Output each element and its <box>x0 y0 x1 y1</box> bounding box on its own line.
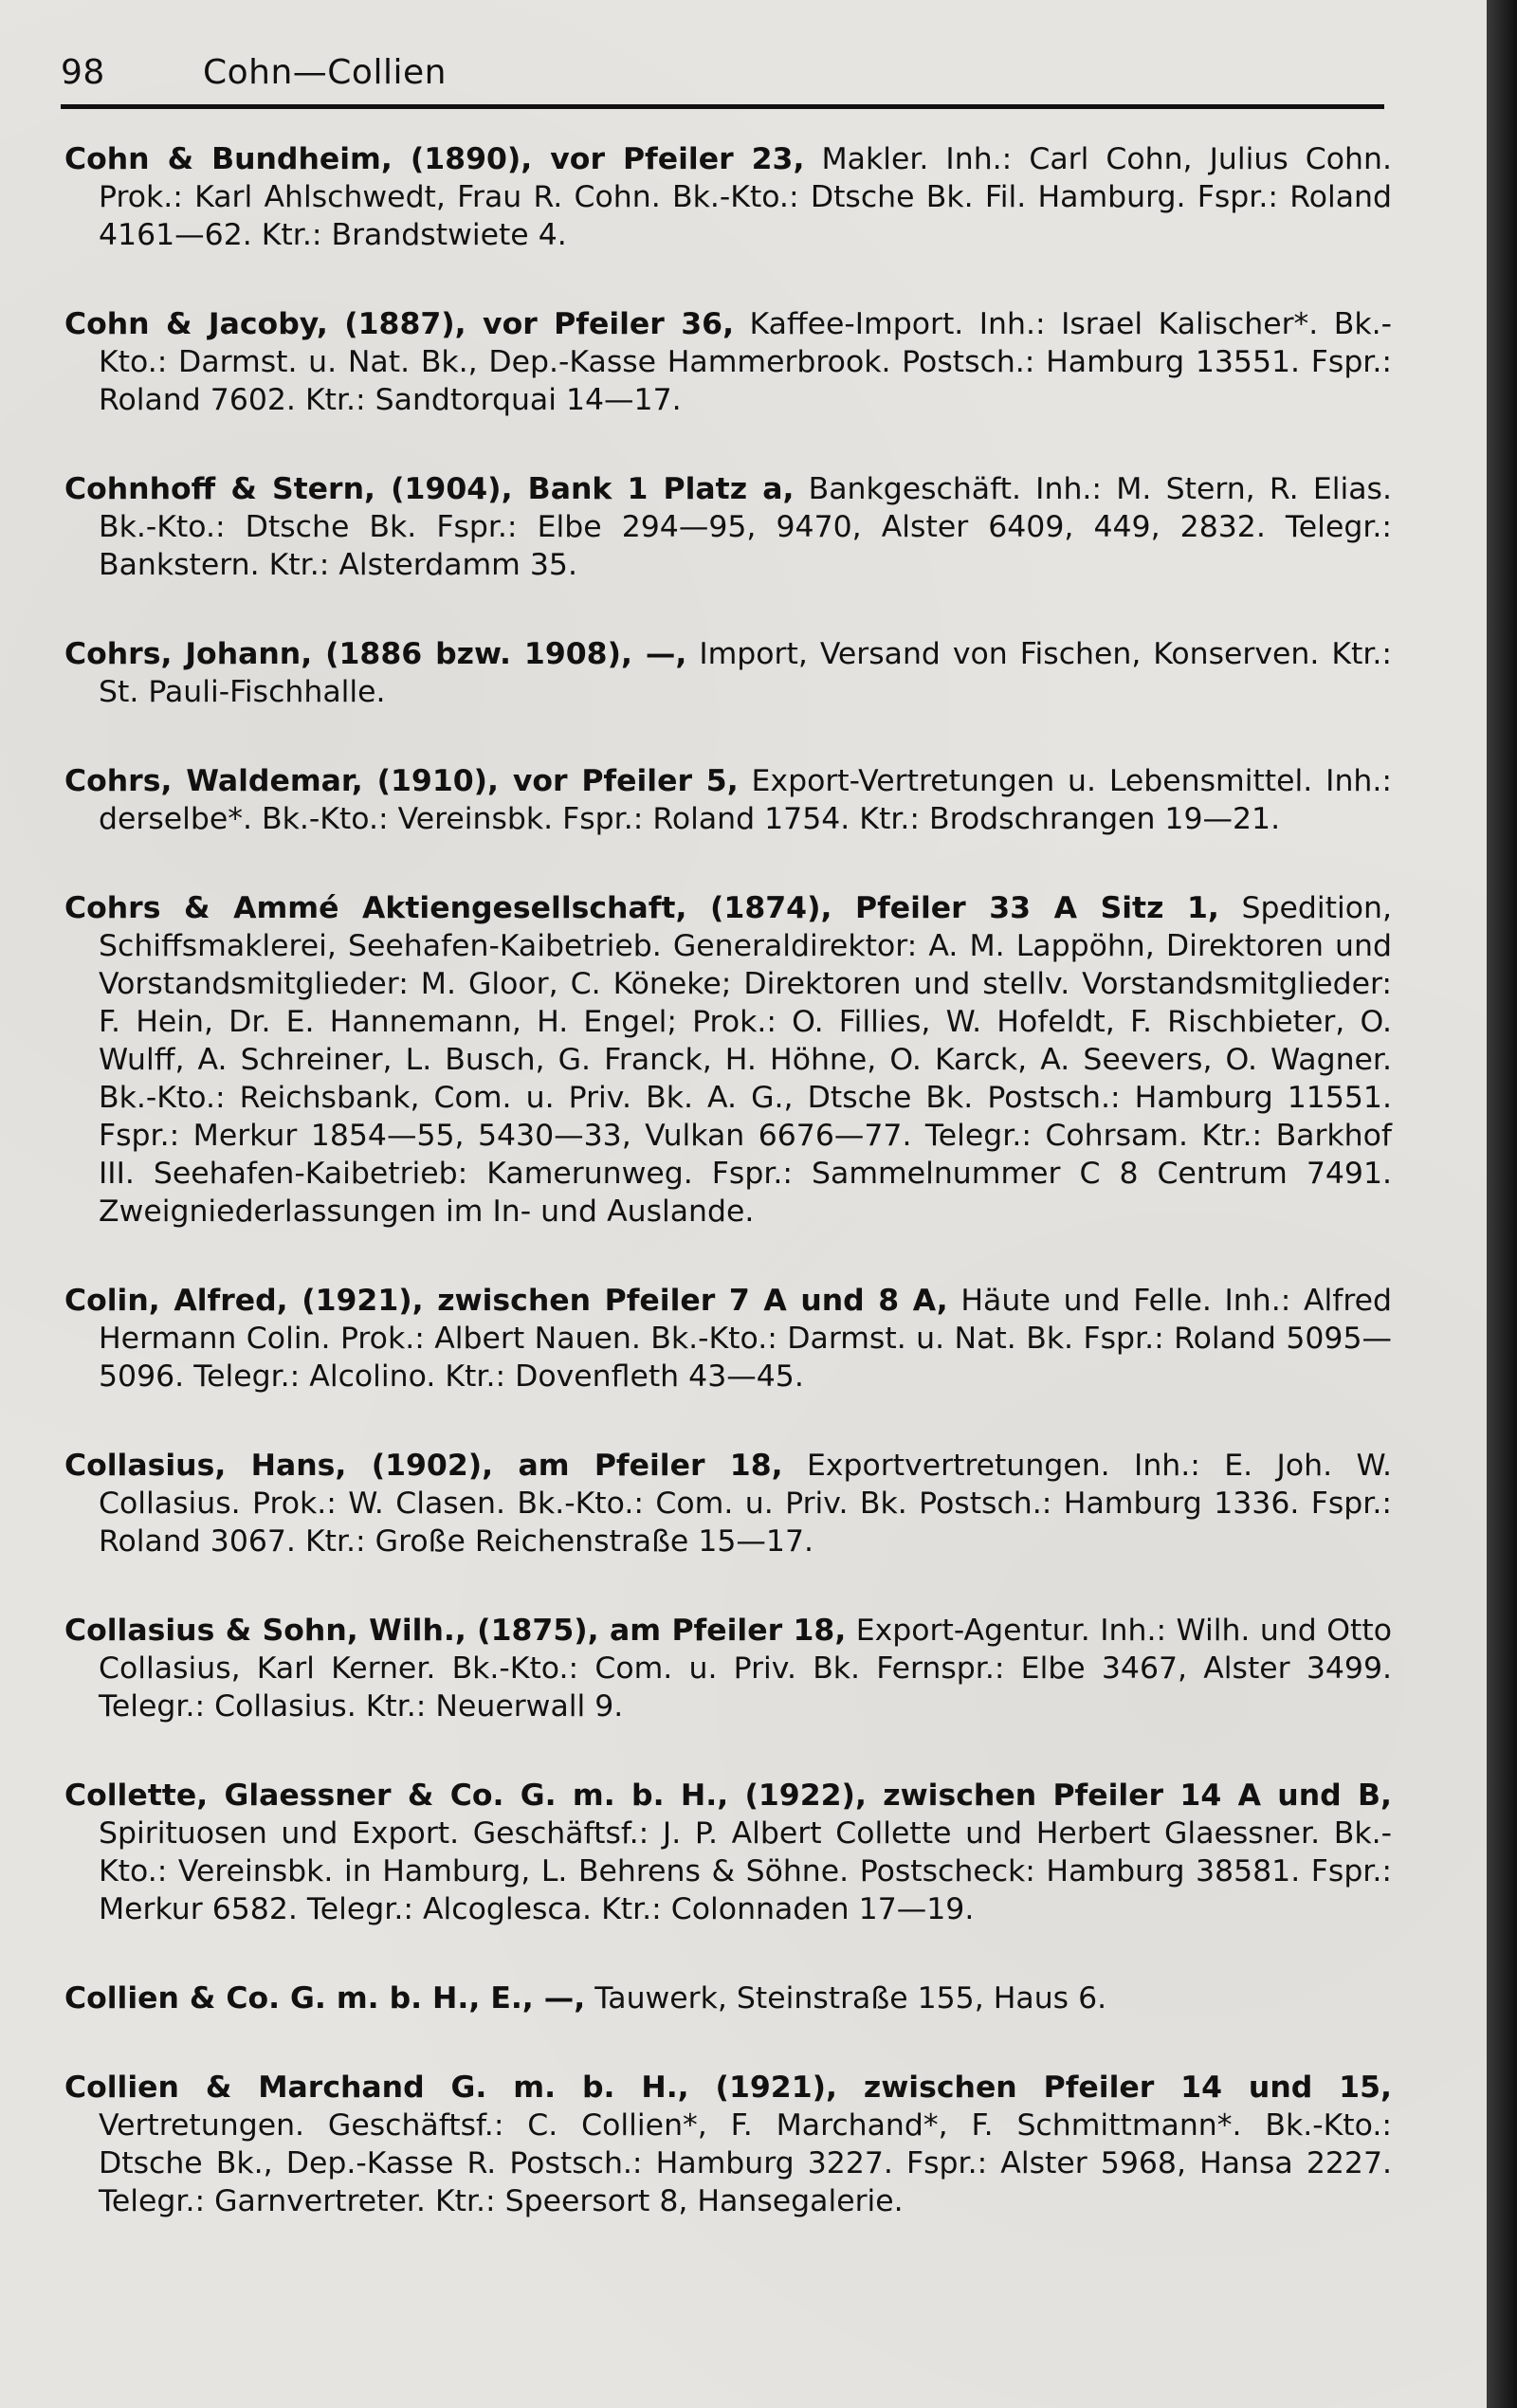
entry-name: Colin, Alfred, (1921), zwischen Pfeiler 7 A und 8 A, <box>64 1284 948 1318</box>
header-rule <box>61 104 1384 109</box>
entry-name: Cohrs, Waldemar, (1910), vor Pfeiler 5, <box>64 764 739 798</box>
entry-cohn-bundheim <box>64 140 1392 254</box>
entry-text: Import, Versand von Fischen, Konserven. Ktr.: St. Pauli-Fischhalle. <box>99 637 1393 709</box>
entry-text: Kaffee-Import. Inh.: Israel Kalischer*. Bk.-Kto.: Darmst. u. Nat. Bk., Dep.-Kasse Hammerbrook. Postsch.: Hamburg 13551. Fspr.: Roland 7602. Ktr.: Sandtorquai 14—17. <box>99 307 1393 417</box>
entry-name: Cohnhoff & Stern, (1904), Bank 1 Platz a, <box>64 472 795 506</box>
entry-name: Collette, Glaessner & Co. G. m. b. H., (1922), zwischen Pfeiler 14 A und B, <box>64 1779 1392 1813</box>
entry-text: Tauwerk, Steinstraße 155, Haus 6. <box>594 1981 1107 2016</box>
entry-name: Cohn & Bundheim, (1890), vor Pfeiler 23, <box>64 142 805 176</box>
entry-text: Spirituosen und Export. Geschäftsf.: J. P. Albert Collette und Herbert Glaessner. Bk.-Kto.: Vereinsbk. in Hamburg, L. Behrens & Söhne. Postscheck: Hamburg 38581. Fspr.: Merkur 6582. Telegr.: Alcoglesca. Ktr.: Colonnaden 17—19. <box>99 1816 1392 1926</box>
entry-collasius-sohn <box>64 1612 1392 1725</box>
entry-text: Häute und Felle. Inh.: Alfred Hermann Colin. Prok.: Albert Nauen. Bk.-Kto.: Darmst. u. Nat. Bk. Fspr.: Roland 5095—5096. Telegr.: Alcolino. Ktr.: Dovenfleth 43—45. <box>99 1284 1393 1394</box>
entry-text: Export-Agentur. Inh.: Wilh. und Otto Collasius, Karl Kerner. Bk.-Kto.: Com. u. Priv. Bk. Fernspr.: Elbe 3467, Alster 3499. Telegr.: Collasius. Ktr.: Neuerwall 9. <box>99 1614 1392 1724</box>
entry-name: Collien & Co. G. m. b. H., E., —, <box>64 1981 586 2016</box>
entry-collien-marchand <box>64 2069 1392 2220</box>
entry-collien-co <box>64 1979 1392 2017</box>
entry-name: Cohrs, Johann, (1886 bzw. 1908), —, <box>64 637 687 671</box>
entry-text: Makler. Inh.: Carl Cohn, Julius Cohn. Prok.: Karl Ahlschwedt, Frau R. Cohn. Bk.-Kto.: Dtsche Bk. Fil. Hamburg. Fspr.: Roland 4161—62. Ktr.: Brandstwiete 4. <box>99 142 1392 252</box>
entry-name: Collien & Marchand G. m. b. H., (1921), zwischen Pfeiler 14 und 15, <box>64 2071 1392 2105</box>
entry-collette-glaessner <box>64 1777 1392 1928</box>
entry-text: Vertretungen. Geschäftsf.: C. Collien*, F. Marchand*, F. Schmittmann*. Bk.-Kto.: Dtsche Bk., Dep.-Kasse R. Postsch.: Hamburg 3227. Fspr.: Alster 5968, Hansa 2227. Telegr.: Garnvertreter. Ktr.: Speersort 8, Hansegalerie. <box>99 2108 1392 2218</box>
page-header <box>61 49 1384 108</box>
entry-cohrs-waldemar <box>64 762 1392 838</box>
entry-name: Cohrs & Ammé Aktiengesellschaft, (1874), Pfeiler 33 A Sitz 1, <box>64 891 1219 925</box>
entry-cohrs-amme <box>64 889 1392 1231</box>
entry-text: Spedition, Schiffsmaklerei, Seehafen-Kaibetrieb. Generaldirektor: A. M. Lappöhn, Direktoren und Vorstandsmitglieder: M. Gloor, C. Köneke; Direktoren und stellv. Vorstandsmitglieder: F. Hein, Dr. E. Hannemann, H. Engel; Prok.: O. Fillies, W. Hofeldt, F. Rischbieter, O. Wulff, A. Schreiner, L. Busch, G. Franck, H. Höhne, O. Karck, A. Seevers, O. Wagner. Bk.-Kto.: Reichsbank, Com. u. Priv. Bk. A. G., Dtsche Bk. Postsch.: Hamburg 11551. Fspr.: Merkur 1854—55, 5430—33, Vulkan 6676—77. Telegr.: Cohrsam. Ktr.: Barkhof III. Seehafen-Kaibetrieb: Kamerunweg. Fspr.: Sammelnummer C 8 Centrum 7491. Zweigniederlassungen im In- und Auslande. <box>99 891 1392 1229</box>
entry-name: Collasius & Sohn, Wilh., (1875), am Pfeiler 18, <box>64 1614 847 1648</box>
page-edge-shadow <box>1487 0 1517 2408</box>
entry-collasius-hans <box>64 1447 1392 1560</box>
entry-cohnhoff-stern <box>64 470 1392 584</box>
entry-cohn-jacoby <box>64 305 1392 419</box>
page-number: 98 <box>61 53 105 92</box>
entry-text: Bankgeschäft. Inh.: M. Stern, R. Elias. Bk.-Kto.: Dtsche Bk. Fspr.: Elbe 294—95, 9470, Alster 6409, 449, 2832. Telegr.: Bankstern. Ktr.: Alsterdamm 35. <box>99 472 1392 582</box>
running-head: Cohn—Collien <box>203 53 447 92</box>
entries-list <box>64 140 1392 2271</box>
entry-name: Collasius, Hans, (1902), am Pfeiler 18, <box>64 1449 783 1483</box>
entry-name: Cohn & Jacoby, (1887), vor Pfeiler 36, <box>64 307 735 341</box>
entry-text: Export-Vertretungen u. Lebensmittel. Inh.: derselbe*. Bk.-Kto.: Vereinsbk. Fspr.: Roland 1754. Ktr.: Brodschrangen 19—21. <box>99 764 1392 836</box>
entry-colin-alfred <box>64 1282 1392 1396</box>
entry-cohrs-johann <box>64 635 1392 711</box>
entry-text: Exportvertretungen. Inh.: E. Joh. W. Collasius. Prok.: W. Clasen. Bk.-Kto.: Com. u. Priv. Bk. Postsch.: Hamburg 1336. Fspr.: Roland 3067. Ktr.: Große Reichenstraße 15—17. <box>99 1449 1392 1559</box>
